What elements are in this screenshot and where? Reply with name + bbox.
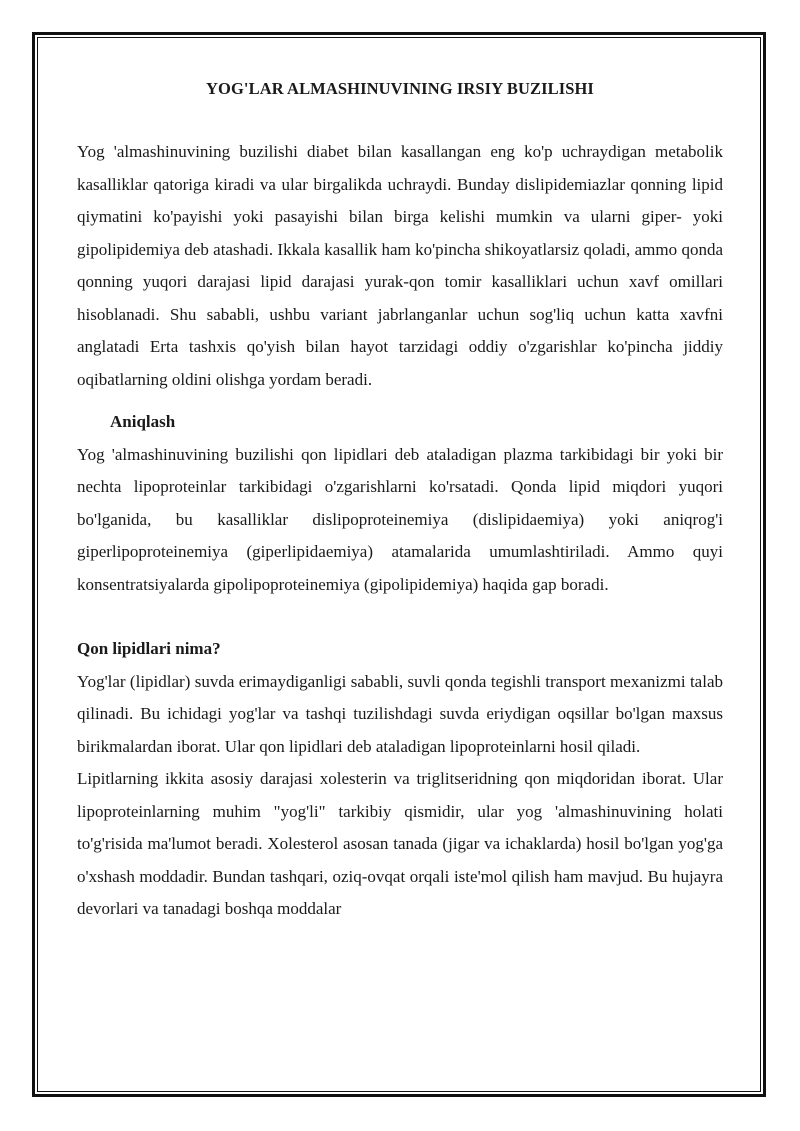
document-body [77,76,723,926]
section-paragraph: Yog 'almashinuvining buzilishi qon lipidlari deb ataladigan plazma tarkibidagi bir yoki bir nechta lipoproteinlar tarkibidagi o'zgarishlarni ko'rsatadi. Qonda lipid miqdori yuqori bo'lganida, bu kasalliklar dislipoproteinemiya (dislipidaemiya) yoki aniqrog'i giperlipoproteinemiya (giperlipidaemiya) atamalarida umumlashtiriladi. Ammo quyi konsentratsiyalarda gipolipoproteinemiya (gipolipidemiya) haqida gap boradi. [77,444,723,594]
section-paragraph: Lipitlarning ikkita asosiy darajasi xolesterin va triglitseridning qon miqdoridan iborat. Ular lipoproteinlarning muhim "yog'li" tarkibiy qismidir, ular yog 'almashinuvining holati to'g'risida ma'lumot beradi. Xolesterol asosan tanada (jigar va ichaklarda) hosil bo'lgan yog'ga o'xshash moddadir. Bundan tashqari, oziq-ovqat orqali iste'mol qilish ham mavjud. Bu hujayra devorlari va tanadagi boshqa moddalar [77,769,723,918]
section-heading-qon-lipidlari: Qon lipidlari nima? [77,639,221,658]
intro-paragraph: Yog 'almashinuvining buzilishi diabet bilan kasallangan eng ko'p uchraydigan metabolik kasalliklar qatoriga kiradi va ular birgalikda uchraydi. Bunday dislipidemiazlar qonning lipid qiymatini ko'payishi yoki pasayishi bilan birga kelishi mumkin va ularni giper- yoki gipolipidemiya deb atashadi. Ikkala kasallik ham ko'pincha shikoyatlarsiz qoladi, ammo qonda qonning yuqori darajasi lipid darajasi yurak-qon tomir kasalliklari uchun xavf omillari hisoblanadi. Shu sababli, ushbu variant jabrlanganlar uchun sog'liq uchun katta xavfni anglatadi Erta tashxis qo'yish bilan hayot tarzidagi oddiy o'zgarishlar ko'pincha jiddiy oqibatlarning oldini olishga yordam beradi. [77,142,723,389]
section-paragraph: Yog'lar (lipidlar) suvda erimaydiganligi sababli, suvli qonda tegishli transport mexanizmi talab qilinadi. Bu ichidagi yog'lar va tashqi tuzilishdagi suvda eriydigan oqsillar bo'lgan maxsus birikmalardan iborat. Ular qon lipidlari deb ataladigan lipoproteinlarni hosil qiladi. [77,671,723,756]
section-heading-aniqlash: Aniqlash [110,412,176,431]
document-title: YOG'LAR ALMASHINUVINING IRSIY BUZILISHI [206,79,594,98]
